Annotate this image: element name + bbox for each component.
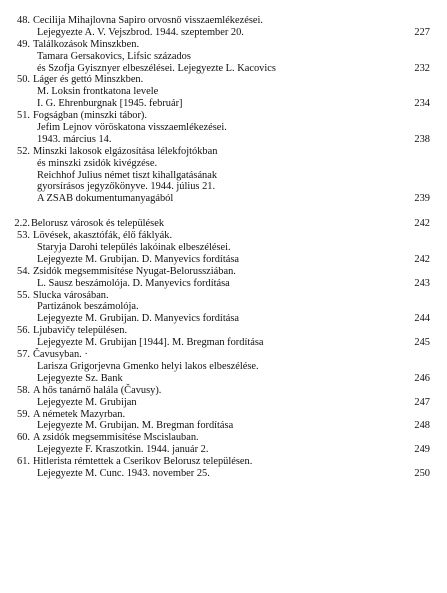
toc-entry-title: Hitleristа rémtettek a Cserikov Belorusz településen. <box>33 456 253 468</box>
toc-entry-detail: Reichhof Julius német tiszt kihallgatásának <box>37 169 218 181</box>
toc-entry-line <box>0 15 447 27</box>
toc-entry-number: 49. <box>17 38 30 50</box>
toc-entry-detail: Lejegyezte M. Grubijan [1944]. M. Bregman fordítása <box>37 337 264 349</box>
toc-entry-page: 239 <box>414 193 430 205</box>
toc-entry-line <box>0 39 447 51</box>
toc-entry-line <box>0 146 447 158</box>
toc-entry-line <box>0 170 447 182</box>
toc-entry-page: 244 <box>414 313 430 325</box>
toc-entry-page: 248 <box>414 420 430 432</box>
toc-entry-detail: Lejegyezte A. V. Vejszbrod. 1944. szeptember 20. <box>37 26 244 38</box>
toc-entry-line <box>0 278 447 290</box>
toc-entry-detail: 1943. március 14. <box>37 133 112 145</box>
toc-entry-number: 55. <box>17 289 30 301</box>
toc-entry-line <box>0 254 447 266</box>
toc-entry-detail: Lejegyezte F. Kraszotkin. 1944. január 2. <box>37 444 209 456</box>
toc-entry-title: A zsidók megsemmisítése Mscislauban. <box>33 432 199 444</box>
toc-entry-line <box>0 373 447 385</box>
toc-entry-line <box>0 266 447 278</box>
toc-entry-line <box>0 122 447 134</box>
toc-entry-number: 61. <box>17 456 30 468</box>
section-heading-number: 2.2. <box>14 218 30 230</box>
toc-entry-detail: Lejegyezte M. Grubijan. D. Manyevics fordítása <box>37 313 239 325</box>
toc-entry-number: 51. <box>17 110 30 122</box>
toc-entry-detail: L. Sausz beszámolója. D. Manyevics fordítása <box>37 277 230 289</box>
section-heading-page: 242 <box>414 218 430 230</box>
toc-entry-page: 242 <box>414 253 430 265</box>
toc-entry-line <box>0 349 447 361</box>
toc-entry-detail: Partizánok beszámolója. <box>37 301 139 313</box>
toc-entry-line <box>0 409 447 421</box>
toc-entry-title: Minszki lakosok elgázosítása lélekfojtókban <box>33 145 218 157</box>
toc-entry-page: 249 <box>414 444 430 456</box>
toc-entry-line <box>0 193 447 205</box>
section-heading <box>0 218 447 230</box>
toc-entry-line <box>0 63 447 75</box>
toc-entry-line <box>0 301 447 313</box>
toc-entry-title: Ljubavičy településen. <box>33 325 128 337</box>
toc-entry-detail: Lejegyezte M. Grubijan <box>37 396 137 408</box>
toc-entry-page: 246 <box>414 372 430 384</box>
toc-entry-line <box>0 51 447 63</box>
toc-entry-title: Találkozások Minszkben. <box>33 38 140 50</box>
toc-entry-detail: Lejegyezte M. Grubijan. D. Manyevics fordítása <box>37 253 239 265</box>
toc-entry-line <box>0 98 447 110</box>
toc-entry-detail: Jefim Lejnov vöröskatona visszaemlékezései. <box>37 122 227 134</box>
toc-entry-number: 58. <box>17 384 30 396</box>
toc-entry-number: 60. <box>17 432 30 444</box>
section-heading-title: Belorusz városok és települések <box>31 218 165 230</box>
toc-entry-line <box>0 361 447 373</box>
toc-entry-detail: gyorsírásos jegyzőkönyve. 1944. július 21. <box>37 181 216 193</box>
toc-entry-title: Čavusyban. · <box>33 349 88 361</box>
toc-entry-line <box>0 432 447 444</box>
toc-entry-page: 238 <box>414 133 430 145</box>
section-gap <box>0 205 447 218</box>
table-of-contents <box>0 15 447 480</box>
toc-entry-line <box>0 385 447 397</box>
toc-entry-number: 59. <box>17 408 30 420</box>
toc-entry-line <box>0 158 447 170</box>
toc-entry-detail: Lejegyezte Sz. Bank <box>37 372 123 384</box>
toc-entry-number: 48. <box>17 15 30 26</box>
toc-entry-line <box>0 230 447 242</box>
toc-entry-number: 54. <box>17 265 30 277</box>
toc-entry-title: Fogságban (minszki tábor). <box>33 110 147 122</box>
toc-entry-line <box>0 27 447 39</box>
toc-entry-detail: Staryja Darohi település lakóinak elbeszélései. <box>37 242 231 254</box>
toc-entry-line <box>0 456 447 468</box>
toc-entry-number: 57. <box>17 349 30 361</box>
toc-entry-line <box>0 134 447 146</box>
toc-entry-number: 53. <box>17 230 30 242</box>
toc-entry-detail: Tamara Gersakovics, Lifsic százados <box>37 50 191 62</box>
toc-entry-line <box>0 110 447 122</box>
toc-entry-line <box>0 181 447 193</box>
toc-entry-line <box>0 290 447 302</box>
toc-entry-page: 245 <box>414 337 430 349</box>
toc-entry-page: 232 <box>414 62 430 74</box>
toc-entry-page: 227 <box>414 26 430 38</box>
toc-entry-detail: Larisza Grigorjevna Gmenko helyi lakos elbeszélése. <box>37 360 259 372</box>
toc-entry-title: Zsidók megsemmisítése Nyugat-Belorussziában. <box>33 265 236 277</box>
toc-entry-detail: Lejegyezte M. Grubijan. M. Bregman fordítása <box>37 420 234 432</box>
toc-entry-line <box>0 397 447 409</box>
toc-entry-line <box>0 74 447 86</box>
toc-entry-title: Láger és gettó Minszkben. <box>33 74 144 86</box>
toc-entry-detail: és minszki zsidók kivégzése. <box>37 157 158 169</box>
toc-entry-detail: és Szofja Gyisznyer elbeszélései. Lejegyezte L. Kacovics <box>37 62 276 74</box>
toc-entry-page: 234 <box>414 98 430 110</box>
toc-entry-page: 243 <box>414 277 430 289</box>
toc-entry-number: 52. <box>17 145 30 157</box>
toc-entry-title: Slucka városában. <box>33 289 109 301</box>
toc-entry-title: Cecilija Mihajlovna Sapiro orvosnő visszaemlékezései. <box>33 15 263 26</box>
toc-entry-detail: M. Loksin frontkatona levele <box>37 86 159 98</box>
toc-entry-line <box>0 444 447 456</box>
toc-entry-line <box>0 337 447 349</box>
toc-entry-line <box>0 242 447 254</box>
toc-entry-line <box>0 420 447 432</box>
toc-entry-title: A hős tanárnő halála (Čavusy). <box>33 384 162 396</box>
toc-entry-number: 56. <box>17 325 30 337</box>
toc-entry-page: 250 <box>414 467 430 479</box>
toc-entry-line <box>0 468 447 480</box>
toc-entry-detail: A ZSAB dokumentumanyagából <box>37 193 174 205</box>
toc-entry-page: 247 <box>414 396 430 408</box>
toc-entry-title: Lövések, akasztófák, élő fáklyák. <box>33 230 173 242</box>
toc-entry-detail: Lejegyezte M. Cunc. 1943. november 25. <box>37 467 210 479</box>
toc-entry-number: 50. <box>17 74 30 86</box>
toc-entry-line <box>0 325 447 337</box>
toc-entry-detail: I. G. Ehrenburgnak [1945. február] <box>37 98 183 110</box>
toc-entry-line <box>0 86 447 98</box>
toc-entry-title: A németek Mazyrban. <box>33 408 126 420</box>
toc-entry-line <box>0 313 447 325</box>
